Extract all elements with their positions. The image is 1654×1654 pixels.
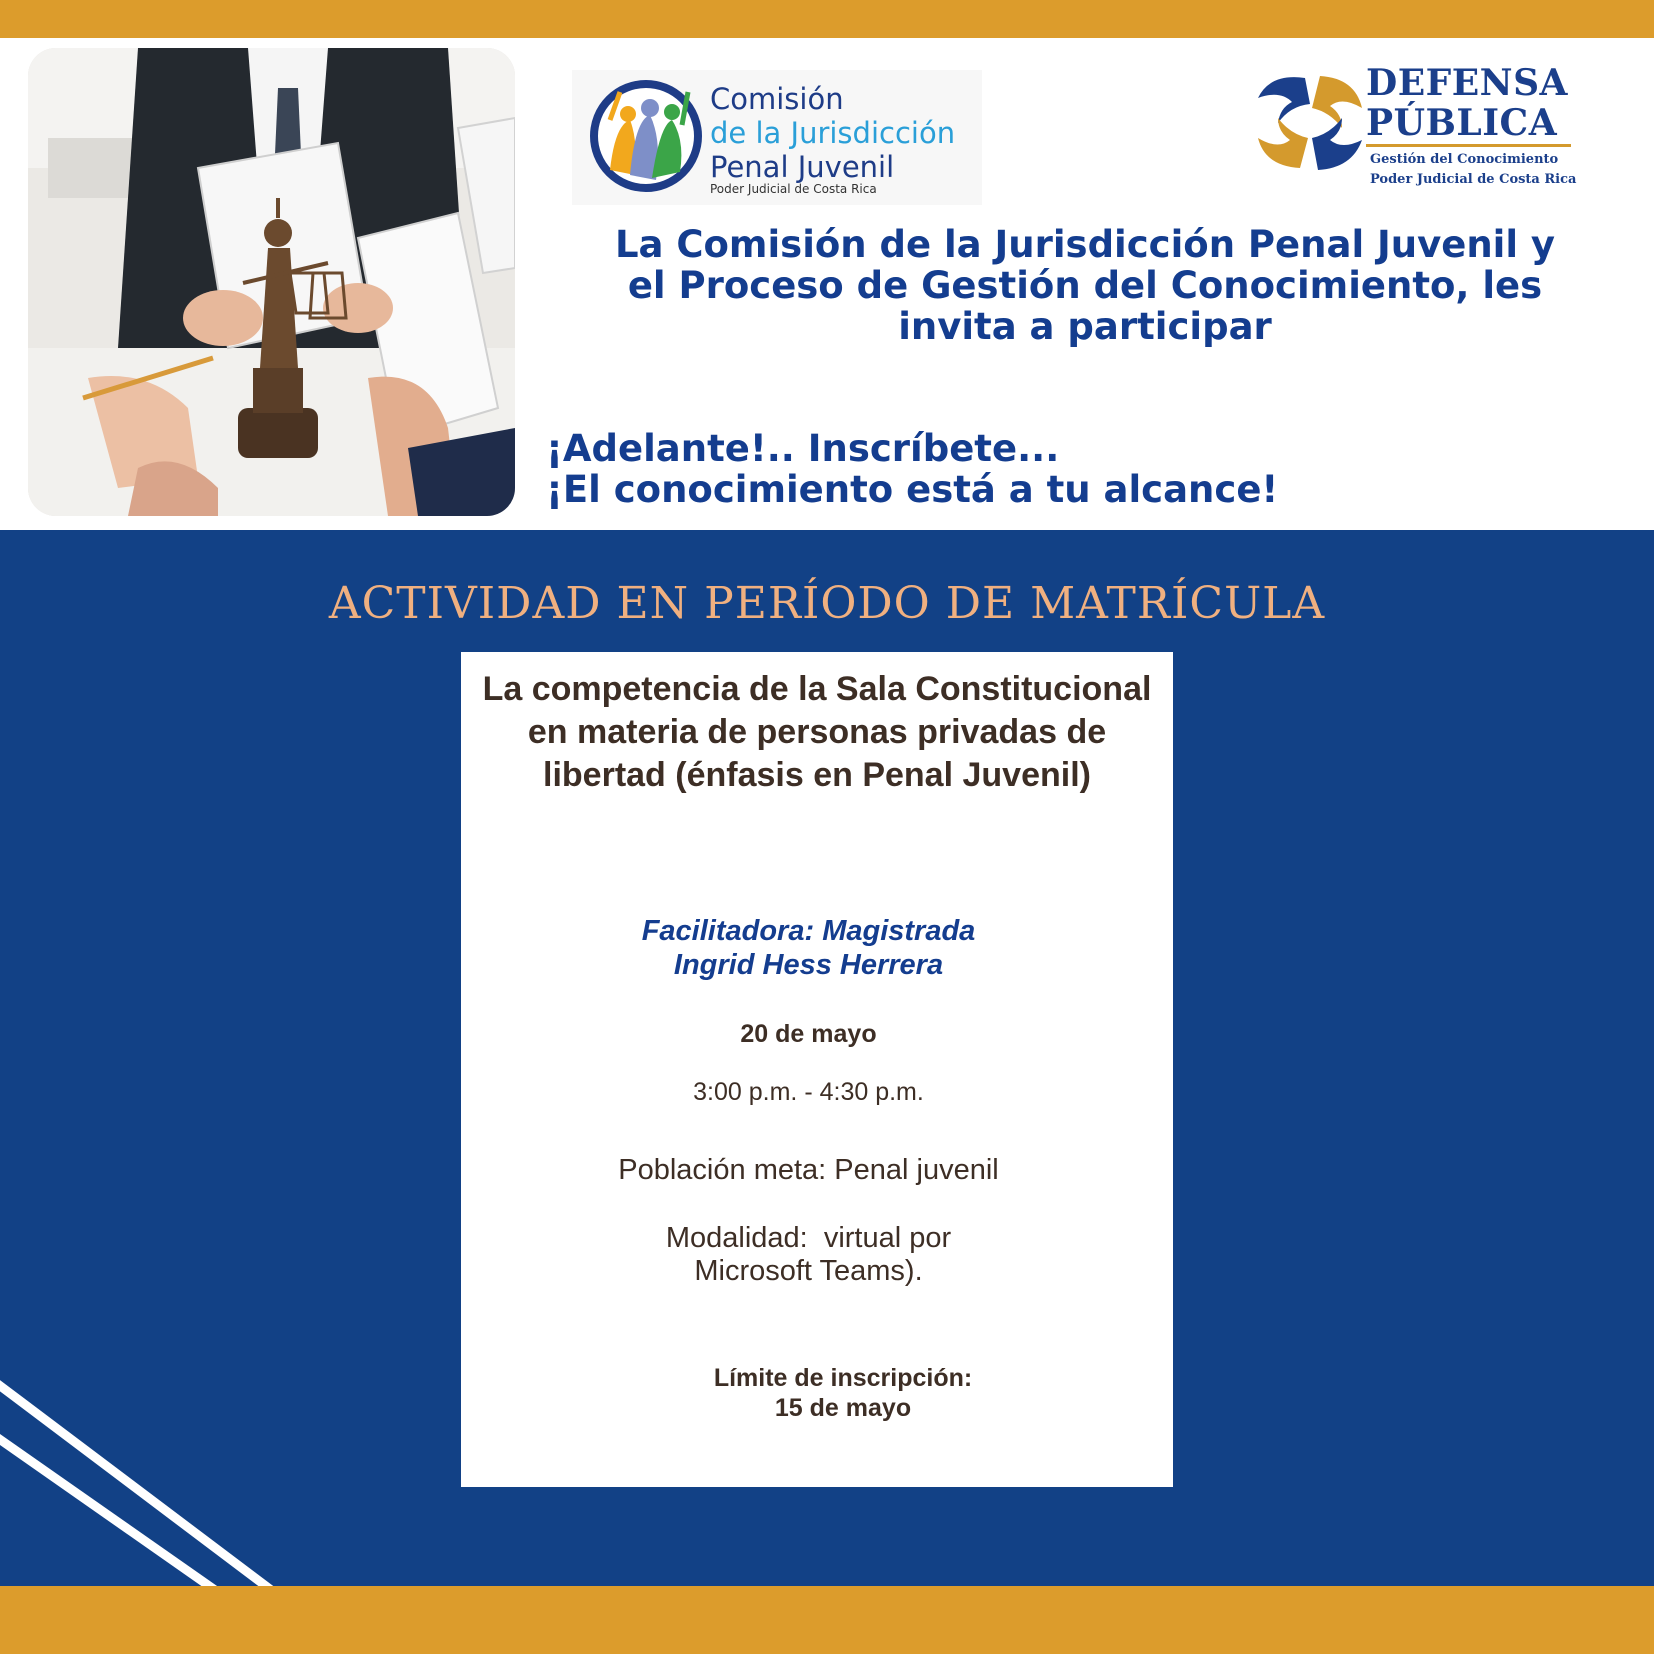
deadline-label: Límite de inscripción:: [713, 1364, 973, 1392]
hands-emblem-icon: [1250, 68, 1370, 178]
target-population: Población meta: Penal juvenil: [618, 1154, 999, 1186]
defensa-logo-line1: DEFENSA: [1366, 62, 1568, 104]
section-title: ACTIVIDAD EN PERÍODO DE MATRÍCULA: [328, 578, 1326, 629]
cta-line1: ¡Adelante!.. Inscríbete...: [546, 427, 1060, 470]
comision-circle-icon: [590, 80, 702, 192]
facilitator-line1: Facilitadora: Magistrada: [641, 915, 976, 947]
lawyer-photo: [28, 48, 515, 516]
comision-logo-line4: Poder Judicial de Costa Rica: [710, 182, 877, 196]
defensa-logo-divider: [1366, 144, 1571, 147]
defensa-logo-line2: PÚBLICA: [1366, 102, 1558, 144]
deadline-date: 15 de mayo: [774, 1394, 912, 1422]
event-card: [461, 652, 1173, 1487]
modality-line1: Modalidad: virtual por: [665, 1222, 952, 1254]
cta-line2: ¡El conocimiento está a tu alcance!: [546, 468, 1279, 511]
event-title: La competencia de la Sala Constitucional en materia de personas privadas de libertad (énfasis en Penal Juvenil): [482, 670, 1152, 794]
photo-illustration-icon: [28, 48, 515, 516]
defensa-publica-logo: [1246, 60, 1576, 195]
comision-logo-line2: de la Jurisdicción: [710, 116, 956, 150]
defensa-logo-sub1: Gestión del Conocimiento: [1370, 152, 1559, 167]
comision-logo: [572, 70, 982, 205]
comision-logo-line3: Penal Juvenil: [710, 150, 895, 184]
comision-logo-line1: Comisión: [710, 82, 844, 116]
modality-line2: Microsoft Teams).: [694, 1255, 923, 1287]
intro-heading: La Comisión de la Jurisdicción Penal Juvenil y el Proceso de Gestión del Conocimiento, les invita a participar: [614, 223, 1556, 348]
defensa-logo-sub2: Poder Judicial de Costa Rica: [1370, 172, 1577, 187]
event-date: 20 de mayo: [740, 1020, 877, 1048]
event-time: 3:00 p.m. - 4:30 p.m.: [693, 1078, 924, 1106]
facilitator-line2: Ingrid Hess Herrera: [673, 949, 944, 981]
bottom-gold-bar: [0, 1586, 1654, 1654]
top-gold-bar: [0, 0, 1654, 38]
